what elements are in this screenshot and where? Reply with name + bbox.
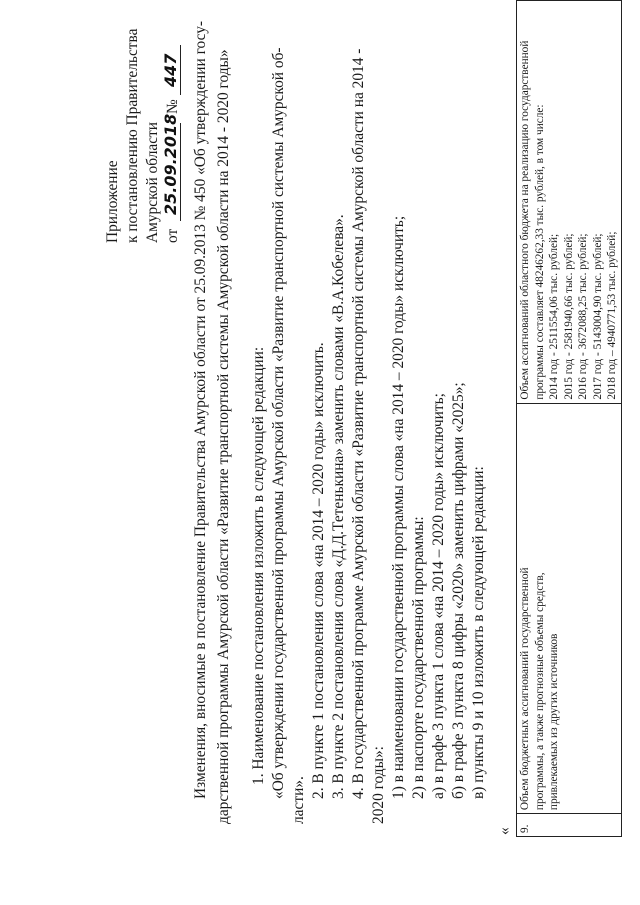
value-line: Объем ассигнований областного бюджета на реализацию государственной — [519, 40, 531, 400]
passport-table — [516, 0, 622, 837]
value-line: 2017 год - 5143004,90 тыс. рублей; — [591, 233, 604, 400]
header-region: Амурской области — [144, 122, 161, 243]
name-line: программы, а также прогнозные объемы средств, — [533, 572, 546, 811]
header-resolution: к постановлению Правительства — [124, 28, 141, 243]
subitem-2b: б) в графе 3 пункта 8 цифры «2020» заменить цифрами «2025»; — [450, 382, 467, 799]
date-underline — [180, 123, 181, 221]
subitem-2: 2) в паспорте государственной программы: — [410, 516, 427, 799]
doc-title-line-2: дарственной программы Амурской области «Развитие транспортной системы Амурской области на 2014 - 2020 годы» — [215, 49, 232, 824]
paragraph-1-quote: «Об утверждении государственной программы Амурской области «Развитие транспортной системы Амурской об- — [270, 47, 287, 799]
table-cell-number — [517, 814, 622, 837]
value-line: 2014 год - 2511554,06 тыс. рублей; — [548, 233, 560, 400]
header-date-prefix: от — [164, 228, 181, 243]
paragraph-4: 4. В государственной программе Амурской области «Развитие транспортной системы Амурской области на 2014 - — [350, 48, 367, 799]
paragraph-1: 1. Наименование постановления изложить в следующей редакции: — [250, 346, 267, 785]
table-cell-value — [517, 1, 622, 404]
number-underline — [180, 45, 181, 95]
header-date-value: 25.09.2018 — [161, 113, 180, 215]
name-line: Объем бюджетных ассигнований государственной — [519, 567, 531, 811]
value-line: программы составляет 48246262,33 тыс. рублей, в том числе: — [533, 104, 546, 400]
value-line: 2018 год – 4940771,53 тыс. рублей; — [606, 231, 618, 400]
subitem-2c: в) пункты 9 и 10 изложить в следующей редакции: — [470, 466, 487, 799]
table-cell-name — [517, 403, 622, 813]
header-number-prefix: № — [164, 99, 181, 114]
row-number: 9. — [519, 824, 531, 833]
paragraph-3: 3. В пункте 2 постановления слова «Д.Д.Тетенькина» заменить словами «В.А.Кобелева». — [330, 214, 347, 799]
subitem-1: 1) в наименовании государственной программы слова «на 2014 – 2020 годы» исключить; — [390, 215, 407, 799]
name-line: привлекаемых из других источников — [548, 633, 560, 811]
paragraph-4-end: 2020 годы»: — [370, 746, 387, 824]
header-appendix: Приложение — [104, 160, 121, 243]
subitem-2a: а) в графе 3 пункта 1 слова «на 2014 – 2020 годы» исключить; — [430, 393, 447, 799]
paragraph-1-quote-end: ласти». — [290, 776, 307, 824]
paragraph-2: 2. В пункте 1 постановления слова «на 2014 – 2020 годы» исключить. — [310, 342, 327, 799]
value-line: 2015 год - 2581940,66 тыс. рублей; — [562, 233, 575, 400]
value-line: 2016 год - 3672088,25 тыс. рублей; — [577, 233, 589, 400]
opening-quote-mark: « — [496, 827, 513, 835]
table-row — [517, 1, 622, 837]
header-number-value: 447 — [161, 53, 180, 87]
doc-title-line-1: Изменения, вносимые в постановление Правительства Амурской области от 25.09.2013 № 450 «Об утверждении госу- — [192, 20, 209, 799]
